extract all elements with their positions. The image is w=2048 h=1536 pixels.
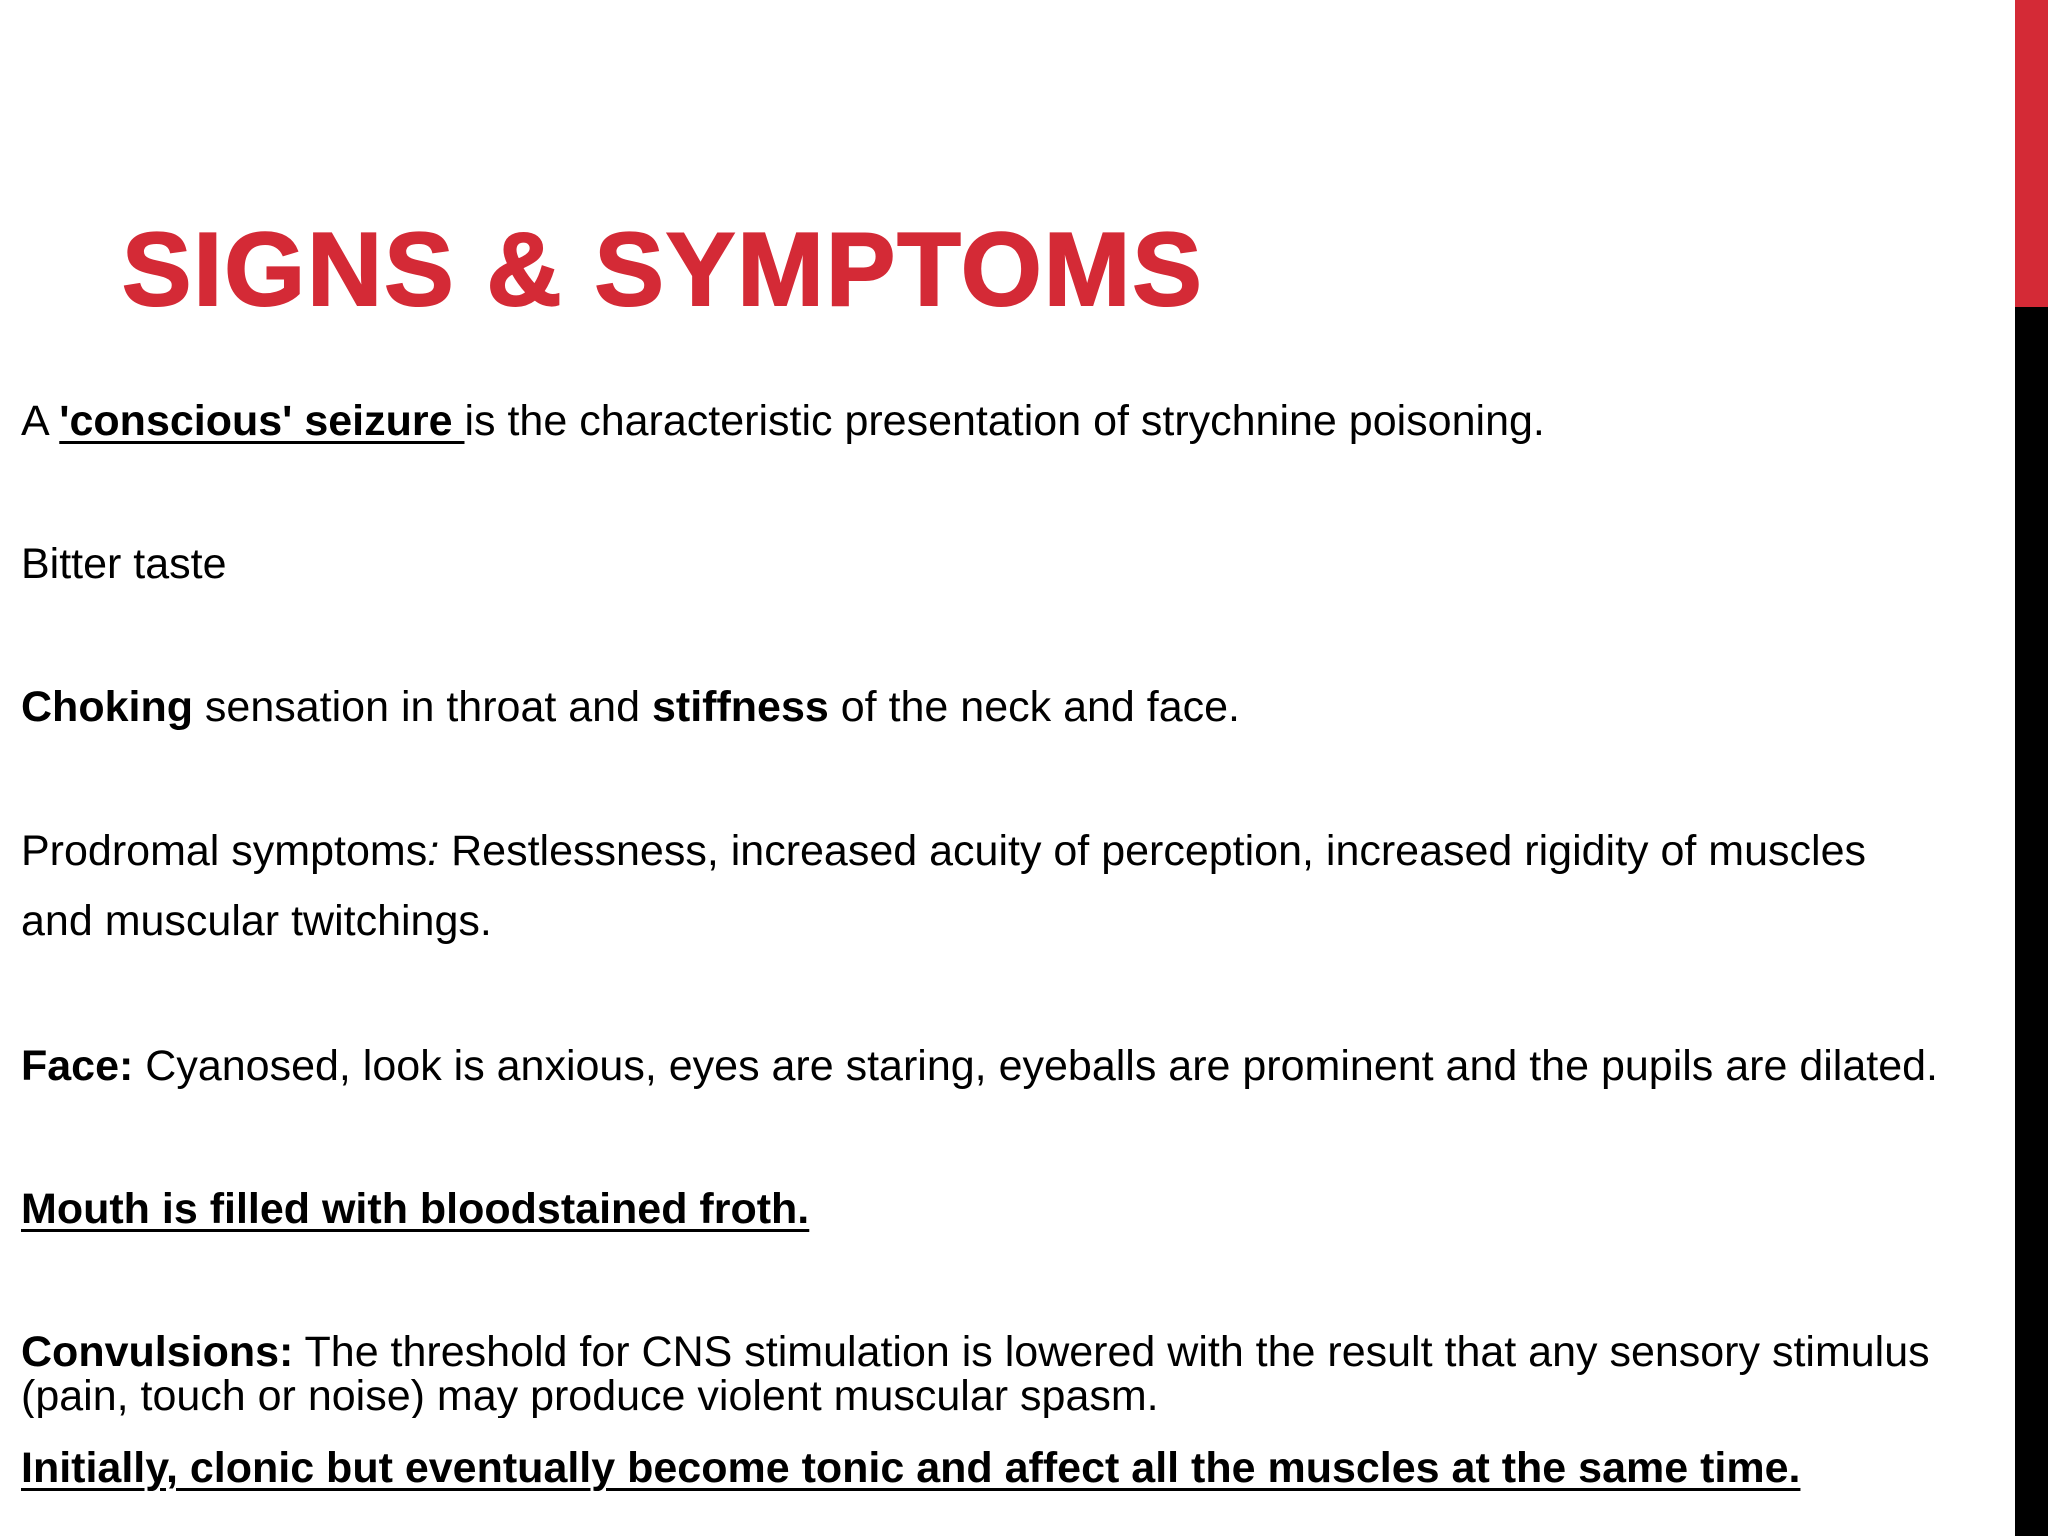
text-line-1: The threshold for CNS stimulation is lowered with the result that any sensory stimulus [293,1330,1930,1376]
label-face: Face: [21,1042,134,1090]
text-initially: Initially, clonic but eventually become tonic and affect all the muscles at the same time. [21,1444,1801,1492]
paragraph-face [21,1040,2015,1092]
paragraph-choking [21,681,2015,733]
text-rest: is the characteristic presentation of strychnine poisoning. [464,397,1545,445]
text-prefix: A [21,397,60,445]
text-segment: of the neck and face. [828,683,1240,731]
label-convulsions: Convulsions: [21,1330,294,1376]
paragraph-initially [21,1442,2015,1494]
text-segment: sensation in throat and [192,683,652,731]
slide-title: SIGNS & SYMPTOMS [122,212,1204,328]
paragraph-bitter-taste: Bitter taste [21,540,227,588]
text-line-2: and muscular twitchings. [21,897,492,945]
text-face: Cyanosed, look is anxious, eyes are staring, eyeballs are prominent and the pupils are dilated. [133,1042,1938,1090]
text-line-1: Restlessness, increased acuity of perception, increased rigidity of muscles [439,827,1867,875]
paragraph-conscious-seizure [21,395,2015,447]
paragraph-mouth [21,1183,2015,1235]
colon: : [427,827,440,875]
label-prodromal: Prodromal symptoms [21,827,428,875]
text-mouth: Mouth is filled with bloodstained froth. [21,1185,810,1233]
paragraph-prodromal-symptoms [21,816,2015,956]
paragraph-convulsions [21,1330,2015,1418]
bold-choking: Choking [21,683,193,731]
highlight-conscious-seizure: 'conscious' seizure [59,397,465,445]
accent-bar-red [2015,0,2048,307]
text-line-2: (pain, touch or noise) may produce violent muscular spasm. [21,1372,1159,1418]
accent-bar-black [2015,307,2048,1536]
bold-stiffness: stiffness [651,683,829,731]
